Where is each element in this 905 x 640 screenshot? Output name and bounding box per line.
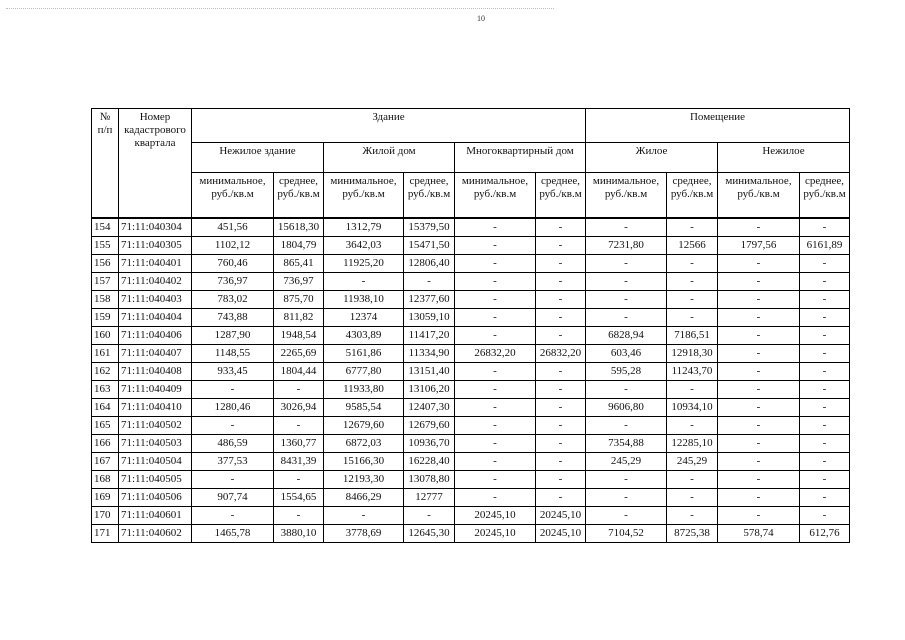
value-cell: 1312,79	[324, 218, 404, 237]
value-cell: -	[667, 488, 718, 506]
value-cell: -	[718, 326, 800, 344]
row-number-cell: 167	[92, 452, 119, 470]
value-cell: 11925,20	[324, 254, 404, 272]
header-min: минимальное, руб./кв.м	[586, 173, 667, 218]
value-cell: -	[718, 416, 800, 434]
row-number-cell: 171	[92, 524, 119, 542]
row-number-cell: 164	[92, 398, 119, 416]
value-cell: -	[455, 362, 536, 380]
value-cell: 12193,30	[324, 470, 404, 488]
row-number-cell: 160	[92, 326, 119, 344]
header-cadastral: Номер кадастрового квартала	[119, 109, 192, 218]
value-cell: -	[667, 308, 718, 326]
value-cell: 6872,03	[324, 434, 404, 452]
value-cell: 1948,54	[274, 326, 324, 344]
value-cell: -	[667, 416, 718, 434]
value-cell: -	[586, 506, 667, 524]
value-cell: 1102,12	[192, 236, 274, 254]
row-number-cell: 161	[92, 344, 119, 362]
value-cell: -	[800, 308, 850, 326]
value-cell: 3026,94	[274, 398, 324, 416]
cadastral-number-cell: 71:11:040404	[119, 308, 192, 326]
value-cell: -	[718, 488, 800, 506]
value-cell: 451,56	[192, 218, 274, 237]
value-cell: 1797,56	[718, 236, 800, 254]
value-cell: 1360,77	[274, 434, 324, 452]
value-cell: -	[800, 488, 850, 506]
value-cell: 4303,89	[324, 326, 404, 344]
cadastral-number-cell: 71:11:040408	[119, 362, 192, 380]
value-cell: -	[718, 398, 800, 416]
value-cell: -	[455, 434, 536, 452]
cadastral-number-cell: 71:11:040409	[119, 380, 192, 398]
header-premises: Помещение	[586, 109, 850, 143]
value-cell: 595,28	[586, 362, 667, 380]
value-cell: 760,46	[192, 254, 274, 272]
value-cell: 3778,69	[324, 524, 404, 542]
table-row	[92, 236, 850, 254]
value-cell: 865,41	[274, 254, 324, 272]
value-cell: -	[536, 398, 586, 416]
value-cell: 8725,38	[667, 524, 718, 542]
value-cell: -	[455, 272, 536, 290]
value-cell: -	[718, 254, 800, 272]
value-cell: 743,88	[192, 308, 274, 326]
value-cell: 12377,60	[404, 290, 455, 308]
cadastral-number-cell: 71:11:040304	[119, 218, 192, 237]
value-cell: 578,74	[718, 524, 800, 542]
value-cell: -	[536, 416, 586, 434]
header-avg: среднее, руб./кв.м	[536, 173, 586, 218]
value-cell: -	[455, 236, 536, 254]
value-cell: -	[274, 380, 324, 398]
cadastral-number-cell: 71:11:040406	[119, 326, 192, 344]
value-cell: 12777	[404, 488, 455, 506]
value-cell: -	[718, 344, 800, 362]
value-cell: -	[192, 470, 274, 488]
value-cell: -	[586, 488, 667, 506]
cadastral-number-cell: 71:11:040505	[119, 470, 192, 488]
value-cell: -	[536, 254, 586, 272]
value-cell: 7231,80	[586, 236, 667, 254]
value-cell: 12566	[667, 236, 718, 254]
value-cell: 15166,30	[324, 452, 404, 470]
value-cell: 875,70	[274, 290, 324, 308]
value-cell: 12407,30	[404, 398, 455, 416]
value-cell: 612,76	[800, 524, 850, 542]
value-cell: -	[718, 506, 800, 524]
value-cell: -	[536, 452, 586, 470]
value-cell: -	[586, 290, 667, 308]
cadastral-number-cell: 71:11:040601	[119, 506, 192, 524]
value-cell: -	[536, 326, 586, 344]
value-cell: -	[455, 380, 536, 398]
value-cell: -	[718, 434, 800, 452]
value-cell: 3880,10	[274, 524, 324, 542]
value-cell: 15379,50	[404, 218, 455, 237]
value-cell: -	[455, 290, 536, 308]
value-cell: -	[192, 380, 274, 398]
value-cell: -	[800, 290, 850, 308]
table-row	[92, 380, 850, 398]
value-cell: -	[800, 452, 850, 470]
value-cell: -	[586, 308, 667, 326]
header-nonres-building: Нежилое здание	[192, 143, 324, 173]
row-number-cell: 168	[92, 470, 119, 488]
value-cell: -	[800, 434, 850, 452]
cadastral-number-cell: 71:11:040502	[119, 416, 192, 434]
value-cell: -	[800, 380, 850, 398]
value-cell: 5161,86	[324, 344, 404, 362]
value-cell: 11243,70	[667, 362, 718, 380]
cadastral-number-cell: 71:11:040305	[119, 236, 192, 254]
table-row	[92, 416, 850, 434]
cadastral-number-cell: 71:11:040506	[119, 488, 192, 506]
value-cell: 736,97	[274, 272, 324, 290]
value-cell: 783,02	[192, 290, 274, 308]
value-cell: -	[274, 416, 324, 434]
cadastral-number-cell: 71:11:040401	[119, 254, 192, 272]
value-cell: -	[800, 470, 850, 488]
value-cell: -	[536, 236, 586, 254]
value-cell: -	[192, 416, 274, 434]
value-cell: 486,59	[192, 434, 274, 452]
header-avg: среднее, руб./кв.м	[404, 173, 455, 218]
header-min: минимальное, руб./кв.м	[192, 173, 274, 218]
header-num: № п/п	[92, 109, 119, 218]
value-cell: -	[800, 272, 850, 290]
value-cell: -	[718, 218, 800, 237]
value-cell: -	[455, 452, 536, 470]
row-number-cell: 170	[92, 506, 119, 524]
value-cell: -	[586, 254, 667, 272]
value-cell: -	[404, 272, 455, 290]
header-avg: среднее, руб./кв.м	[800, 173, 850, 218]
value-cell: -	[586, 470, 667, 488]
table-row	[92, 524, 850, 542]
value-cell: 12679,60	[404, 416, 455, 434]
value-cell: 603,46	[586, 344, 667, 362]
value-cell: 10934,10	[667, 398, 718, 416]
value-cell: -	[455, 488, 536, 506]
value-cell: -	[274, 470, 324, 488]
value-cell: 16228,40	[404, 452, 455, 470]
value-cell: -	[455, 416, 536, 434]
table-row	[92, 218, 850, 237]
table-row	[92, 452, 850, 470]
value-cell: -	[667, 506, 718, 524]
value-cell: -	[800, 362, 850, 380]
value-cell: 13106,20	[404, 380, 455, 398]
row-number-cell: 166	[92, 434, 119, 452]
value-cell: -	[667, 218, 718, 237]
header-apartment-building: Многоквартирный дом	[455, 143, 586, 173]
cadastral-number-cell: 71:11:040503	[119, 434, 192, 452]
header-residential: Жилое	[586, 143, 718, 173]
table-row	[92, 344, 850, 362]
row-number-cell: 156	[92, 254, 119, 272]
header-min: минимальное, руб./кв.м	[455, 173, 536, 218]
value-cell: -	[192, 506, 274, 524]
value-cell: 10936,70	[404, 434, 455, 452]
cadastral-number-cell: 71:11:040410	[119, 398, 192, 416]
value-cell: 933,45	[192, 362, 274, 380]
value-cell: 9585,54	[324, 398, 404, 416]
value-cell: 26832,20	[455, 344, 536, 362]
value-cell: -	[536, 488, 586, 506]
value-cell: -	[324, 506, 404, 524]
value-cell: 6161,89	[800, 236, 850, 254]
value-cell: 1804,79	[274, 236, 324, 254]
header-min: минимальное, руб./кв.м	[324, 173, 404, 218]
value-cell: 20245,10	[536, 524, 586, 542]
value-cell: 20245,10	[455, 506, 536, 524]
cadastral-number-cell: 71:11:040403	[119, 290, 192, 308]
value-cell: -	[455, 398, 536, 416]
value-cell: -	[800, 398, 850, 416]
value-cell: 245,29	[586, 452, 667, 470]
header-nonresidential: Нежилое	[718, 143, 850, 173]
value-cell: 811,82	[274, 308, 324, 326]
value-cell: -	[667, 380, 718, 398]
value-cell: -	[455, 326, 536, 344]
row-number-cell: 159	[92, 308, 119, 326]
value-cell: 13078,80	[404, 470, 455, 488]
value-cell: 11334,90	[404, 344, 455, 362]
value-cell: -	[718, 290, 800, 308]
value-cell: 13059,10	[404, 308, 455, 326]
cadastral-number-cell: 71:11:040402	[119, 272, 192, 290]
row-number-cell: 169	[92, 488, 119, 506]
value-cell: -	[718, 452, 800, 470]
value-cell: -	[536, 272, 586, 290]
value-cell: 377,53	[192, 452, 274, 470]
value-cell: 9606,80	[586, 398, 667, 416]
header-avg: среднее, руб./кв.м	[667, 173, 718, 218]
cadastral-number-cell: 71:11:040504	[119, 452, 192, 470]
value-cell: 1554,65	[274, 488, 324, 506]
value-cell: 12645,30	[404, 524, 455, 542]
value-cell: -	[586, 416, 667, 434]
value-cell: 736,97	[192, 272, 274, 290]
table-row	[92, 272, 850, 290]
table-body	[92, 218, 850, 543]
table-row	[92, 290, 850, 308]
value-cell: 2265,69	[274, 344, 324, 362]
value-cell: 12918,30	[667, 344, 718, 362]
value-cell: -	[536, 470, 586, 488]
row-number-cell: 162	[92, 362, 119, 380]
value-cell: 1287,90	[192, 326, 274, 344]
table-row	[92, 470, 850, 488]
value-cell: -	[667, 272, 718, 290]
value-cell: -	[718, 470, 800, 488]
value-cell: -	[324, 272, 404, 290]
value-cell: -	[718, 362, 800, 380]
value-cell: -	[800, 254, 850, 272]
value-cell: 1465,78	[192, 524, 274, 542]
value-cell: -	[800, 506, 850, 524]
value-cell: 26832,20	[536, 344, 586, 362]
value-cell: -	[718, 308, 800, 326]
value-cell: 12806,40	[404, 254, 455, 272]
value-cell: 8466,29	[324, 488, 404, 506]
value-cell: -	[718, 380, 800, 398]
value-cell: -	[667, 254, 718, 272]
value-cell: -	[536, 308, 586, 326]
header-min: минимальное, руб./кв.м	[718, 173, 800, 218]
value-cell: 15471,50	[404, 236, 455, 254]
value-cell: -	[455, 218, 536, 237]
value-cell: 1280,46	[192, 398, 274, 416]
table-row	[92, 506, 850, 524]
table-row	[92, 308, 850, 326]
value-cell: 6828,94	[586, 326, 667, 344]
table-row	[92, 398, 850, 416]
row-number-cell: 163	[92, 380, 119, 398]
value-cell: 1148,55	[192, 344, 274, 362]
value-cell: 12374	[324, 308, 404, 326]
row-number-cell: 165	[92, 416, 119, 434]
value-cell: 11938,10	[324, 290, 404, 308]
header-house: Жилой дом	[324, 143, 455, 173]
value-cell: 12285,10	[667, 434, 718, 452]
value-cell: 245,29	[667, 452, 718, 470]
value-cell: 3642,03	[324, 236, 404, 254]
value-cell: 11933,80	[324, 380, 404, 398]
cadastral-number-cell: 71:11:040407	[119, 344, 192, 362]
value-cell: -	[667, 470, 718, 488]
value-cell: 12679,60	[324, 416, 404, 434]
value-cell: 7186,51	[667, 326, 718, 344]
value-cell: -	[404, 506, 455, 524]
value-cell: 11417,20	[404, 326, 455, 344]
scan-artifact-line	[6, 8, 554, 10]
cadastral-value-table	[91, 108, 850, 543]
value-cell: 907,74	[192, 488, 274, 506]
table-row	[92, 254, 850, 272]
value-cell: 7354,88	[586, 434, 667, 452]
table-row	[92, 326, 850, 344]
row-number-cell: 154	[92, 218, 119, 237]
value-cell: -	[455, 308, 536, 326]
value-cell: -	[586, 380, 667, 398]
value-cell: -	[586, 218, 667, 237]
table-row	[92, 434, 850, 452]
value-cell: 15618,30	[274, 218, 324, 237]
table-row	[92, 488, 850, 506]
value-cell: 20245,10	[536, 506, 586, 524]
value-cell: -	[800, 416, 850, 434]
value-cell: -	[536, 434, 586, 452]
table-header	[92, 109, 850, 218]
row-number-cell: 157	[92, 272, 119, 290]
value-cell: -	[800, 344, 850, 362]
value-cell: 13151,40	[404, 362, 455, 380]
value-cell: -	[800, 218, 850, 237]
value-cell: -	[718, 272, 800, 290]
value-cell: 6777,80	[324, 362, 404, 380]
value-cell: -	[455, 254, 536, 272]
table-row	[92, 362, 850, 380]
value-cell: 7104,52	[586, 524, 667, 542]
value-cell: -	[667, 290, 718, 308]
value-cell: -	[800, 326, 850, 344]
value-cell: -	[586, 272, 667, 290]
header-building: Здание	[192, 109, 586, 143]
value-cell: -	[274, 506, 324, 524]
value-cell: -	[536, 290, 586, 308]
row-number-cell: 155	[92, 236, 119, 254]
value-cell: -	[536, 218, 586, 237]
value-cell: -	[536, 362, 586, 380]
row-number-cell: 158	[92, 290, 119, 308]
value-cell: 1804,44	[274, 362, 324, 380]
page-number: 10	[477, 14, 485, 23]
header-avg: среднее, руб./кв.м	[274, 173, 324, 218]
value-cell: 20245,10	[455, 524, 536, 542]
cadastral-number-cell: 71:11:040602	[119, 524, 192, 542]
value-cell: 8431,39	[274, 452, 324, 470]
value-cell: -	[536, 380, 586, 398]
value-cell: -	[455, 470, 536, 488]
